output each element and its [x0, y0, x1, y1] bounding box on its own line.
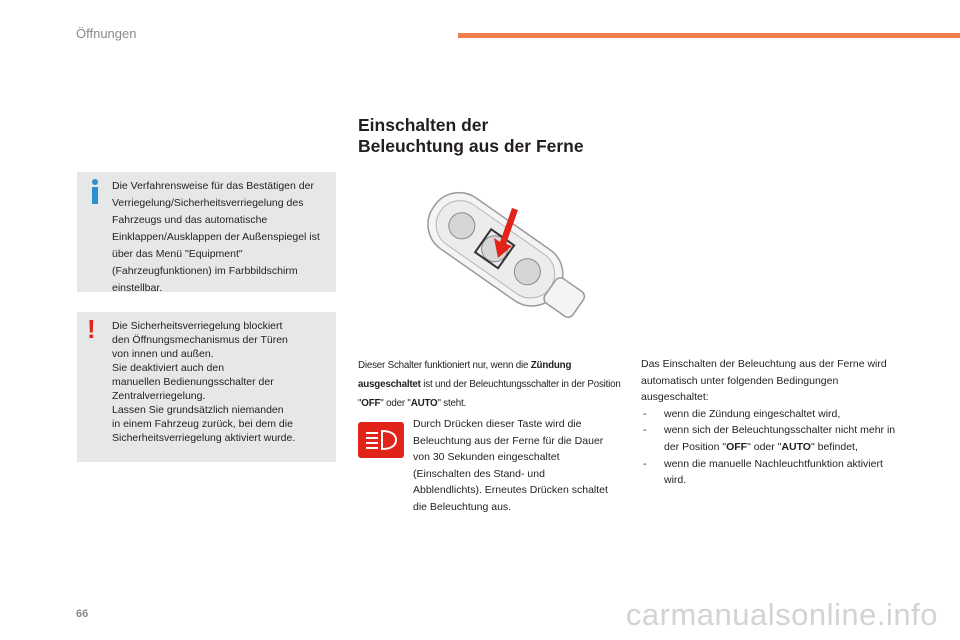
- warning-line: Sicherheitsverriegelung aktiviert wurde.: [112, 432, 296, 444]
- header-accent-bar: [458, 33, 960, 38]
- warning-line: den Öffnungsmechanismus der Türen: [112, 334, 288, 346]
- page-heading: [358, 115, 584, 157]
- warning-line: manuellen Bedienungsschalter der: [112, 376, 274, 388]
- warning-line: von innen und außen.: [112, 348, 214, 360]
- info-icon: [89, 179, 101, 207]
- warning-line: Lassen Sie grundsätzlich niemanden: [112, 404, 284, 416]
- warning-line: Die Sicherheitsverriegelung blockiert: [112, 320, 283, 332]
- warning-line: in einem Fahrzeug zurück, bei dem die: [112, 418, 293, 430]
- warning-line: Zentralverriegelung.: [112, 390, 206, 402]
- headlight-icon: [358, 422, 404, 458]
- list-item: - wenn die Zündung eingeschaltet wird,: [643, 407, 841, 420]
- condition-paragraph: Dieser Schalter funktioniert nur, wenn die Zündung ausgeschaltet ist und der Beleuchtungsschalter in der Position "OFF" oder "AUTO" steht.: [358, 360, 621, 409]
- heading-line: Einschalten der: [358, 115, 489, 135]
- info-box-text: Die Verfahrensweise für das Bestätigen der Verriegelung/Sicherheitsverriegelung des Fahrzeugs und das automatische Einklappen/Ausklappen der Außenspiegel ist über das Menü "Equipment" (Fahrzeugfunktionen) im Farbbildschirm einstellbar.: [112, 180, 320, 294]
- list-item: - wenn sich der Beleuchtungsschalter nicht mehr in der Position "OFF" oder "AUTO" befindet,: [643, 424, 896, 453]
- heading-line: Beleuchtung aus der Ferne: [358, 136, 584, 156]
- auto-off-paragraph: [641, 356, 903, 489]
- warning-box-text: [112, 319, 330, 445]
- info-box: [77, 172, 336, 292]
- auto-off-intro: Das Einschalten der Beleuchtung aus der Ferne wird automatisch unter folgenden Bedingungen ausgeschaltet:: [641, 358, 887, 404]
- list-item: - wenn die manuelle Nachleuchtfunktion aktiviert wird.: [643, 457, 883, 487]
- warning-box: [77, 312, 336, 462]
- press-paragraph: Durch Drücken dieser Taste wird die Beleuchtung aus der Ferne für die Dauer von 30 Sekunden eingeschaltet (Einschalten des Stand- und Abblendlichts). Erneutes Drücken schaltet die Beleuchtung aus.: [413, 418, 608, 513]
- watermark: carmanualsonline.info: [625, 597, 938, 632]
- warning-icon: !: [87, 314, 96, 344]
- warning-line: Sie deaktiviert auch den: [112, 362, 225, 374]
- page-number: 66: [76, 608, 89, 620]
- remote-key-illustration: [400, 180, 600, 330]
- section-title: Öffnungen: [76, 26, 137, 41]
